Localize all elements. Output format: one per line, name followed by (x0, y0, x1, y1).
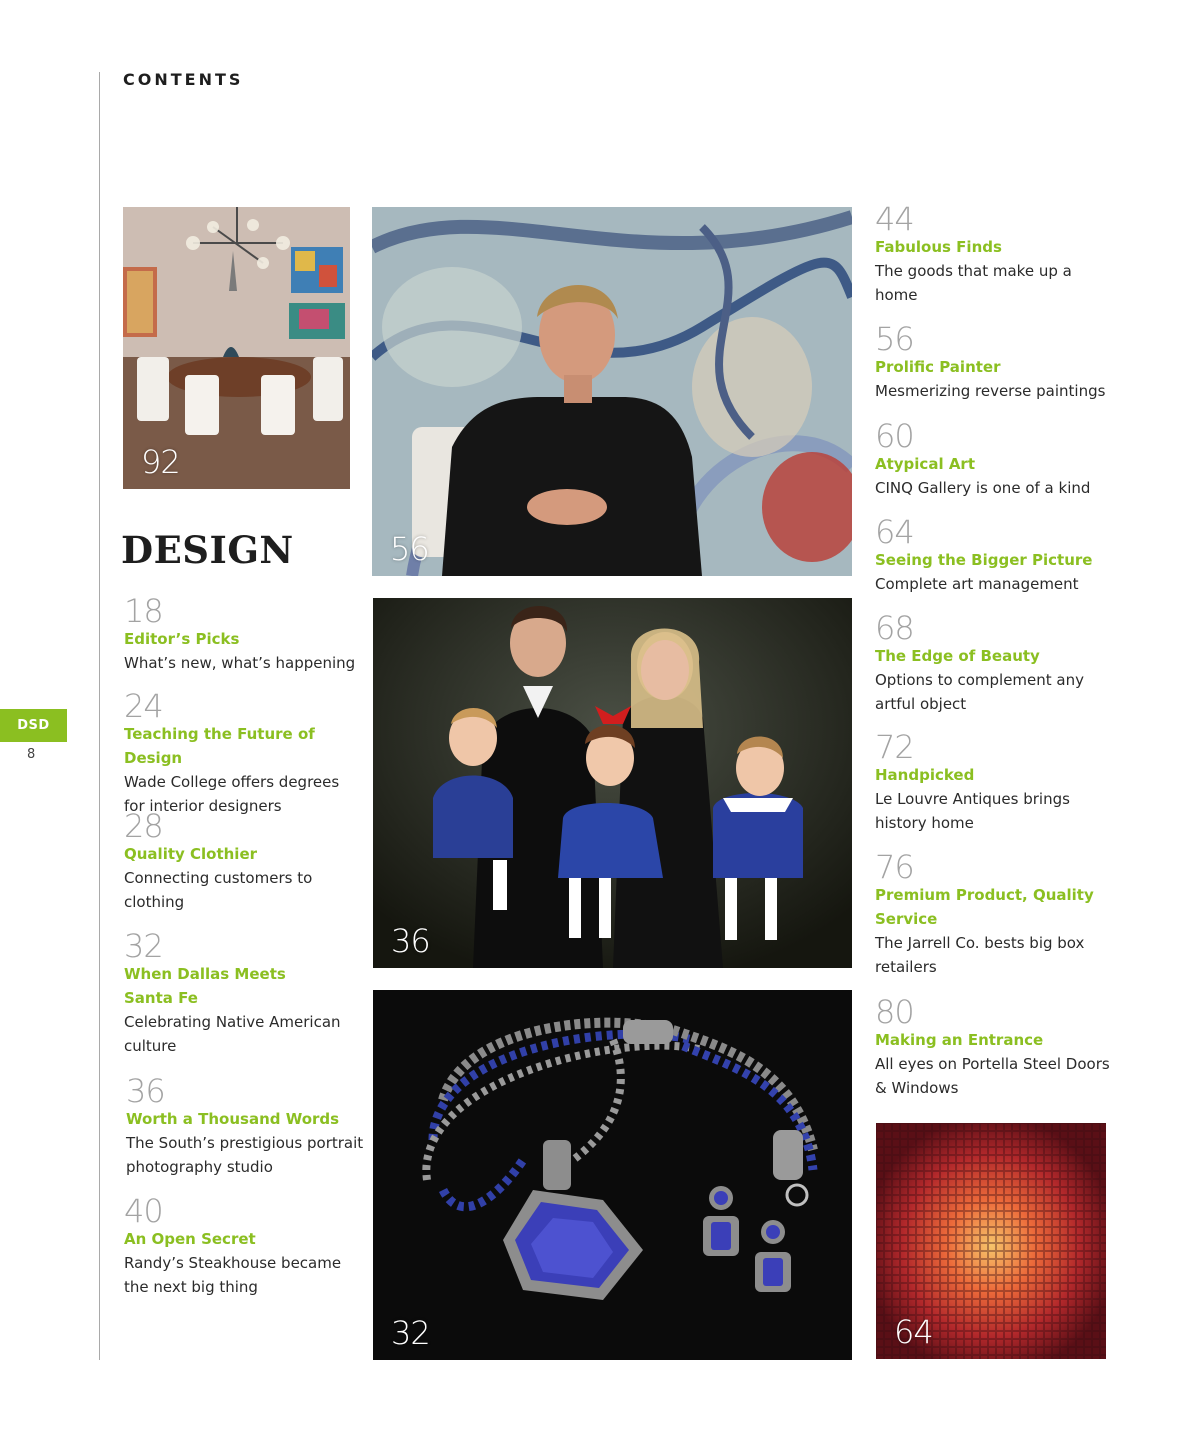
entry-description: Connecting customers to (124, 869, 313, 887)
entry-title: Making an Entrance (875, 1031, 1044, 1049)
entry-title: Handpicked (875, 766, 975, 784)
magazine-tab: DSD (0, 709, 67, 742)
entry-title: Seeing the Bigger Picture (875, 551, 1093, 569)
photo-page-number: 32 (391, 1314, 430, 1352)
toc-entry[interactable] (875, 849, 1115, 979)
toc-entry[interactable] (124, 928, 364, 1058)
entry-description: Complete art management (875, 575, 1079, 593)
jewelry-image (373, 990, 852, 1360)
entry-description: What’s new, what’s happening (124, 654, 356, 672)
toc-entry[interactable] (875, 514, 1115, 596)
entry-description: artful object (875, 695, 967, 713)
entry-page-number: 60 (875, 417, 914, 455)
toc-entry[interactable] (875, 321, 1115, 403)
entry-title: When Dallas Meets (124, 965, 286, 983)
jewelry-photo[interactable] (373, 990, 852, 1360)
toc-entry[interactable] (875, 201, 1115, 307)
entry-title: Prolific Painter (875, 358, 1001, 376)
artist-portrait-photo[interactable] (372, 207, 852, 576)
entry-page-number: 44 (875, 200, 914, 238)
entry-description: Le Louvre Antiques brings (875, 790, 1070, 808)
entry-description: home (875, 286, 918, 304)
entry-page-number: 36 (126, 1072, 165, 1110)
toc-entry[interactable] (124, 688, 364, 818)
entry-page-number: 80 (875, 993, 914, 1031)
toc-entry[interactable] (875, 610, 1115, 716)
entry-description: Randy’s Steakhouse became (124, 1254, 342, 1272)
entry-title: Worth a Thousand Words (126, 1110, 340, 1128)
entry-description: retailers (875, 958, 937, 976)
entry-description: & Windows (875, 1079, 959, 1097)
entry-description: Mesmerizing reverse paintings (875, 382, 1106, 400)
entry-description: The Jarrell Co. bests big box (875, 934, 1085, 952)
entry-page-number: 72 (875, 728, 914, 766)
artist-portrait-image (372, 207, 852, 576)
entry-title: Quality Clothier (124, 845, 258, 863)
entry-description: clothing (124, 893, 185, 911)
entry-page-number: 32 (124, 927, 163, 965)
toc-entry[interactable] (126, 1073, 366, 1179)
toc-entry[interactable] (875, 418, 1115, 500)
entry-page-number: 40 (124, 1192, 163, 1230)
section-heading-design: DESIGN (121, 528, 294, 572)
toc-entry[interactable] (875, 994, 1115, 1100)
entry-description: CINQ Gallery is one of a kind (875, 479, 1091, 497)
photo-page-number: 92 (141, 443, 180, 481)
entry-page-number: 18 (124, 592, 163, 630)
photo-page-number: 56 (390, 530, 429, 568)
entry-title: The Edge of Beauty (875, 647, 1040, 665)
entry-page-number: 76 (875, 848, 914, 886)
op-art-photo[interactable] (876, 1123, 1106, 1359)
margin-rule (99, 72, 100, 1360)
toc-entry[interactable] (124, 593, 364, 675)
entry-title: An Open Secret (124, 1230, 256, 1248)
entry-description: Wade College offers degrees (124, 773, 340, 791)
entry-title: Santa Fe (124, 989, 198, 1007)
entry-title: Service (875, 910, 938, 928)
photo-page-number: 36 (391, 922, 430, 960)
entry-page-number: 68 (875, 609, 914, 647)
entry-description: photography studio (126, 1158, 273, 1176)
entry-page-number: 24 (124, 687, 163, 725)
entry-title: Fabulous Finds (875, 238, 1002, 256)
entry-title: Editor’s Picks (124, 630, 240, 648)
entry-description: culture (124, 1037, 177, 1055)
toc-entry[interactable] (124, 1193, 364, 1299)
entry-description: The goods that make up a (875, 262, 1072, 280)
entry-description: Options to complement any (875, 671, 1084, 689)
entry-title: Premium Product, Quality (875, 886, 1094, 904)
contents-label: CONTENTS (123, 70, 244, 89)
entry-title: Teaching the Future of Design (124, 725, 315, 767)
entry-description: the next big thing (124, 1278, 258, 1296)
entry-description: The South’s prestigious portrait (126, 1134, 364, 1152)
entry-description: for interior designers (124, 797, 282, 815)
folio-page-number: 8 (27, 747, 36, 762)
entry-page-number: 28 (124, 807, 163, 845)
family-portrait-image (373, 598, 852, 968)
dining-room-photo[interactable] (123, 207, 350, 489)
toc-entry[interactable] (124, 808, 364, 914)
entry-page-number: 56 (875, 320, 914, 358)
photo-page-number: 64 (894, 1313, 933, 1351)
entry-page-number: 64 (875, 513, 914, 551)
toc-entry[interactable] (875, 729, 1115, 835)
entry-description: Celebrating Native American (124, 1013, 341, 1031)
entry-description: history home (875, 814, 974, 832)
entry-description: All eyes on Portella Steel Doors (875, 1055, 1110, 1073)
entry-title: Atypical Art (875, 455, 975, 473)
family-portrait-photo[interactable] (373, 598, 852, 968)
